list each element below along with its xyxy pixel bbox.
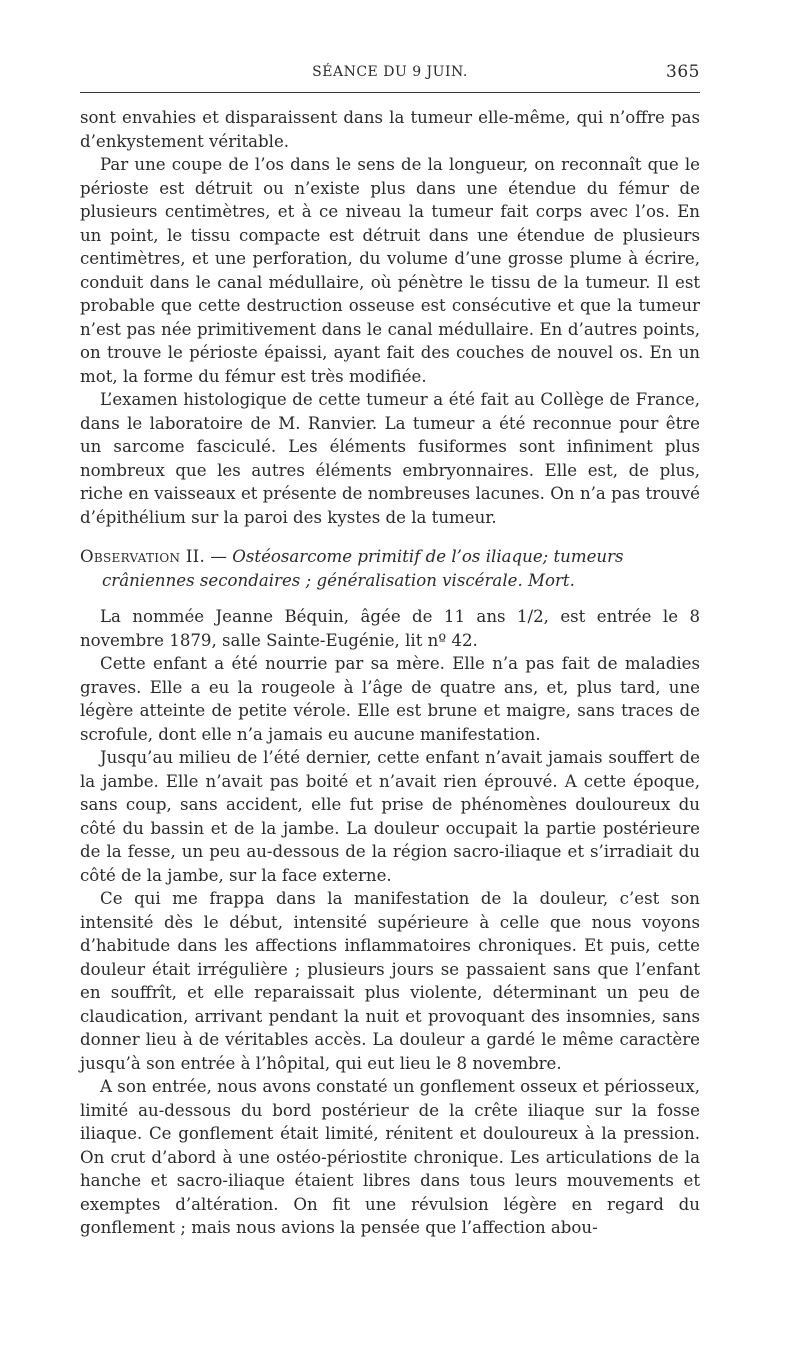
document-page [80, 58, 700, 1240]
paragraph-history: Cette enfant a été nourrie par sa mère. Elle n’a pas fait de maladies graves. Elle a eu la rougeole à l’âge de quatre ans, et, plus tard, une légère atteinte de petite vérole. Elle est brune et maigre, sans traces de scrofule, dont elle n’a jamais eu aucune manifestation. [80, 654, 700, 744]
paragraph-examination: A son entrée, nous avons constaté un gonflement osseux et périosseux, limité au-dessous du bord postérieur de la crête iliaque sur la fosse iliaque. Ce gonflement était limité, rénitent et douloureux à la pression. On crut d’abord à une ostéo-périostite chronique. Les articulations de la hanche et sacro-iliaque étaient libres dans tous leurs mouvements et exemptes d’altération. On fit une révulsion légère en regard du gonflement ; mais nous avions la pensée que l’affection abou- [80, 1077, 700, 1237]
running-title: SÉANCE DU 9 JUIN. [312, 64, 468, 80]
page-number: 365 [666, 62, 700, 82]
paragraph-patient-admission: La nommée Jeanne Béquin, âgée de 11 ans 1/2, est entrée le 8 novembre 1879, salle Sainte-Eugénie, lit nº 42. [80, 607, 700, 650]
observation-title-line2: crâniennes secondaires ; généralisation viscérale. Mort. [102, 570, 575, 590]
paragraph-continuation: sont envahies et disparaissent dans la tumeur elle-même, qui n’offre pas d’enkystement véritable. [80, 108, 700, 151]
observation-label: Observation II. [80, 547, 206, 566]
running-header [80, 58, 700, 86]
observation-title-line1: Ostéosarcome primitif de l’os iliaque; tumeurs [232, 547, 624, 566]
paragraph-section-description: Par une coupe de l’os dans le sens de la longueur, on reconnaît que le périoste est détruit ou n’existe plus dans une étendue du fémur de plusieurs centimètres, et à ce niveau la tumeur fait corps avec l’os. En un point, le tissu compacte est détruit dans une étendue de plusieurs centimètres, et une perforation, du volume d’une grosse plume à écrire, conduit dans le canal médullaire, où pénètre le tissu de la tumeur. Il est probable que cette destruction osseuse est consécutive et que la tumeur n’est pas née primitivement dans le canal médullaire. En d’autres points, on trouve le périoste épaissi, ayant fait des couches de nouvel os. En un mot, la forme du fémur est très modifiée. [80, 155, 700, 386]
paragraph-onset: Jusqu’au milieu de l’été dernier, cette enfant n’avait jamais souffert de la jambe. Elle n’avait pas boité et n’avait rien éprouvé. A cette époque, sans coup, sans accident, elle fut prise de phénomènes douloureux du côté du bassin et de la jambe. La douleur occupait la partie postérieure de la fesse, un peu au-dessous de la région sacro-iliaque et s’irradiait du côté de la jambe, sur la face externe. [80, 748, 700, 885]
observation-heading [80, 545, 700, 592]
paragraph-histology: L’examen histologique de cette tumeur a été fait au Collège de France, dans le laboratoire de M. Ranvier. La tumeur a été reconnue pour être un sarcome fasciculé. Les éléments fusiformes sont infiniment plus nombreux que les autres éléments embryonnaires. Elle est, de plus, riche en vaisseaux et présente de nombreuses lacunes. On n’a pas trouvé d’épithélium sur la paroi des kystes de la tumeur. [80, 390, 700, 527]
observation-dash: — [205, 547, 233, 566]
paragraph-pain: Ce qui me frappa dans la manifestation de la douleur, c’est son intensité dès le début, intensité supérieure à celle que nous voyons d’habitude dans les affections inflammatoires chroniques. Et puis, cette douleur était irrégulière ; plusieurs jours se passaient sans que l’enfant en souffrît, et elle reparaissait plus violente, déterminant un peu de claudication, arrivant pendant la nuit et provoquant des insomnies, sans donner lieu à de véritables accès. La douleur a gardé le même caractère jusqu’à son entrée à l’hôpital, qui eut lieu le 8 novembre. [80, 889, 700, 1073]
header-rule [80, 92, 700, 93]
